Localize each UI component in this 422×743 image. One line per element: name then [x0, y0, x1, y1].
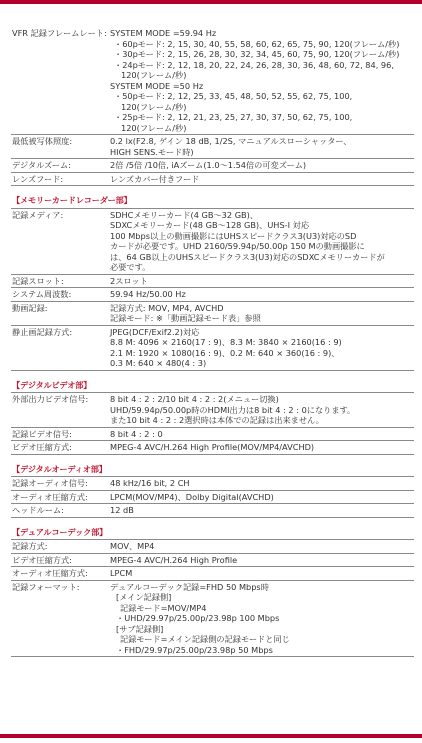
spec-value-line: SYSTEM MODE =59.94 Hz [110, 28, 217, 38]
spec-label: 外部出力ビデオ信号: [12, 394, 89, 404]
section-title: 【デジタルビデオ部】 [12, 379, 92, 390]
spec-value-line: 記録方式: MOV, MP4, AVCHD [110, 302, 224, 313]
spec-value [108, 276, 414, 287]
spec-sections [11, 195, 414, 657]
spec-value [108, 541, 414, 552]
spec-row [11, 301, 414, 325]
spec-label: 記録フォーマット: [12, 581, 80, 592]
spec-value-line: 記録モード: ※「動画記録モード表」参照 [110, 313, 261, 323]
spec-row [11, 539, 414, 553]
spec-value-line: 記録モード=MOV/MP4 [120, 602, 207, 613]
spec-label: 記録スロット: [12, 275, 64, 286]
spec-row [11, 490, 414, 504]
spec-value [108, 492, 414, 503]
spec-row [11, 476, 414, 490]
spec-value-line: デュアルコーデック記録=FHD 50 Mbps時 [110, 581, 269, 592]
spec-label: 動画記録: [12, 302, 48, 313]
spec-value-line: は、64 GB以上のUHSスピードクラス3(U3)対応のSDXCメモリーカードが [110, 251, 385, 262]
spec-value-line: ・30pモード: 2, 15, 26, 28, 30, 32, 34, 45, 60, 75, 90, 120(フレーム/秒) [114, 49, 400, 59]
spec-label: ビデオ圧縮方式: [12, 554, 72, 565]
bottom-accent-bar [0, 734, 422, 738]
spec-value-line: ・FHD/29.97p/25.00p/23.98p 50 Mbps [116, 644, 273, 655]
spec-value [108, 505, 414, 516]
spec-label: レンズフード: [12, 173, 64, 184]
spec-label: VFR 記録フレームレート: [12, 28, 107, 38]
spec-row [11, 287, 414, 301]
spec-value-line: 0.3 M: 640 × 480(4 : 3) [110, 358, 207, 368]
spec-value-line: 120(フレーム/秒) [121, 70, 187, 80]
spec-value-line: 8 bit 4 : 2 : 2/10 bit 4 : 2 : 2(メニュー切換) [110, 394, 279, 404]
spec-sheet [11, 27, 414, 657]
spec-row [11, 580, 414, 658]
spec-row [11, 553, 414, 567]
spec-value-line: HIGH SENS.モード時) [110, 146, 194, 157]
spec-label: ビデオ圧縮方式: [12, 442, 72, 452]
spec-value-line: 120(フレーム/秒) [121, 122, 187, 133]
spec-value-line: MOV、MP4 [110, 541, 155, 551]
spec-value-line: [メイン記録側] [116, 592, 172, 602]
spec-value [108, 394, 414, 426]
section-title: 【デュアルコーデック部】 [12, 526, 108, 537]
spec-value-line: 100 Mbps以上の動画撮影にはUHSスピードクラス3(U3)対応のSD [110, 230, 357, 241]
spec-value-line: SYSTEM MODE =50 Hz [110, 80, 204, 91]
spec-value [108, 327, 414, 369]
spec-row [11, 325, 414, 371]
spec-section [11, 380, 414, 455]
spec-value-line: LPCM(MOV/MP4)、Dolby Digital(AVCHD) [110, 491, 274, 502]
spec-value [108, 160, 414, 171]
spec-label: オーディオ圧縮方式: [12, 568, 88, 578]
spec-value [108, 28, 414, 133]
spec-value-line: MPEG-4 AVC/H.264 High Profile(MOV/MP4/AVCHD) [110, 442, 315, 452]
spec-value-line: SDXCメモリーカード(48 GB〜128 GB)、UHS-I 対応 [110, 220, 310, 230]
spec-label: 静止画記録方式: [12, 326, 73, 337]
spec-value-line: UHD/59.94p/50.00p時のHDMI出力は8 bit 4 : 2 : 0になります。 [110, 404, 356, 415]
spec-label: オーディオ圧縮方式: [12, 491, 88, 502]
spec-label: 記録メディア: [12, 209, 64, 220]
spec-value-line: ・50pモード: 2, 12, 25, 33, 45, 48, 50, 52, 55, 62, 75, 100, [114, 91, 353, 101]
spec-value-line: ・60pモード: 2, 15, 30, 40, 55, 58, 60, 62, 65, 75, 90, 120(フレーム/秒) [114, 38, 400, 49]
spec-value-line: 記録モード=メイン記録側の記録モードと同じ [120, 634, 290, 644]
spec-label: システム周波数: [12, 289, 72, 299]
spec-value-line: SDHCメモリーカード(4 GB〜32 GB)、 [110, 209, 259, 220]
spec-value [108, 289, 414, 300]
spec-value-line: ・24pモード: 2, 12, 18, 20, 22, 24, 26, 28, 30, 36, 48, 60, 72, 84, 96, [114, 59, 394, 70]
spec-value-line: 2スロット [110, 275, 148, 286]
spec-value-line: カードが必要です。UHD 2160/59.94p/50.00p 150 Mの動画撮影に [110, 241, 365, 251]
spec-row [11, 440, 414, 455]
spec-value [108, 442, 414, 453]
spec-value [108, 136, 414, 157]
spec-row [11, 392, 414, 427]
spec-value-line: レンズカバー付きフード [110, 173, 200, 184]
spec-label: 記録ビデオ信号: [12, 428, 72, 439]
spec-label: 記録オーディオ信号: [12, 478, 88, 488]
spec-value [108, 568, 414, 579]
spec-value-line: 59.94 Hz/50.00 Hz [110, 289, 186, 299]
spec-label: ヘッドルーム: [12, 505, 64, 515]
spec-row [11, 427, 414, 441]
spec-row [11, 172, 414, 187]
spec-label: デジタルズーム: [12, 160, 71, 170]
spec-value-line: 8.8 M: 4096 × 2160(17 : 9)、8.3 M: 3840 × 2160(16 : 9) [110, 337, 342, 347]
spec-value-line: ・UHD/29.97p/25.00p/23.98p 100 Mbps [116, 613, 280, 623]
spec-label: 最低被写体照度: [12, 136, 73, 146]
section-title: 【デジタルオーディオ部】 [12, 463, 107, 474]
spec-row [11, 503, 414, 518]
spec-value [108, 174, 414, 185]
section-title: 【メモリーカードレコーダー部】 [12, 195, 132, 205]
spec-value-line: 2.1 M: 1920 × 1080(16 : 9)、0.2 M: 640 × 360(16 : 9)、 [110, 347, 340, 358]
spec-row [11, 208, 414, 274]
spec-row [11, 134, 414, 158]
spec-value-line: ・25pモード: 2, 12, 21, 23, 25, 27, 30, 37, 50, 62, 75, 100, [114, 112, 353, 122]
spec-value-line: 120(フレーム/秒) [121, 101, 187, 112]
spec-value-line: 12 dB [110, 505, 134, 515]
spec-row [11, 158, 414, 172]
spec-value-line: 2倍 /5倍 /10倍, iAズーム(1.0〜1.54倍の可変ズーム) [110, 160, 307, 170]
spec-value-line: 必要です。 [110, 262, 151, 272]
spec-value-line: 48 kHz/16 bit, 2 CH [110, 478, 190, 488]
spec-row [11, 566, 414, 580]
spec-value-line: 8 bit 4 : 2 : 0 [110, 428, 163, 439]
top-accent-bar [0, 0, 422, 4]
spec-label: 記録方式: [12, 541, 48, 551]
spec-row [11, 27, 414, 134]
spec-value-line: 0.2 lx(F2.8, ゲイン 18 dB, 1/2S, マニュアルスローシャッター、 [110, 136, 352, 146]
spec-value [108, 429, 414, 440]
spec-value [108, 303, 414, 324]
spec-block-camera [11, 27, 414, 186]
spec-section [11, 464, 414, 518]
spec-value-line: JPEG(DCF/Exif2.2)対応 [110, 326, 200, 337]
spec-value-line: LPCM [110, 568, 133, 578]
spec-value [108, 478, 414, 489]
spec-section [11, 195, 414, 371]
spec-value [108, 210, 414, 273]
spec-value-line: また10 bit 4 : 2 : 2選択時は本体での記録は出来ません。 [110, 415, 324, 425]
spec-value-line: [サブ記録側] [116, 623, 164, 634]
spec-value-line: MPEG-4 AVC/H.264 High Profile [110, 554, 238, 565]
spec-value [108, 582, 414, 656]
spec-section [11, 527, 414, 658]
spec-value [108, 555, 414, 566]
spec-row [11, 274, 414, 288]
